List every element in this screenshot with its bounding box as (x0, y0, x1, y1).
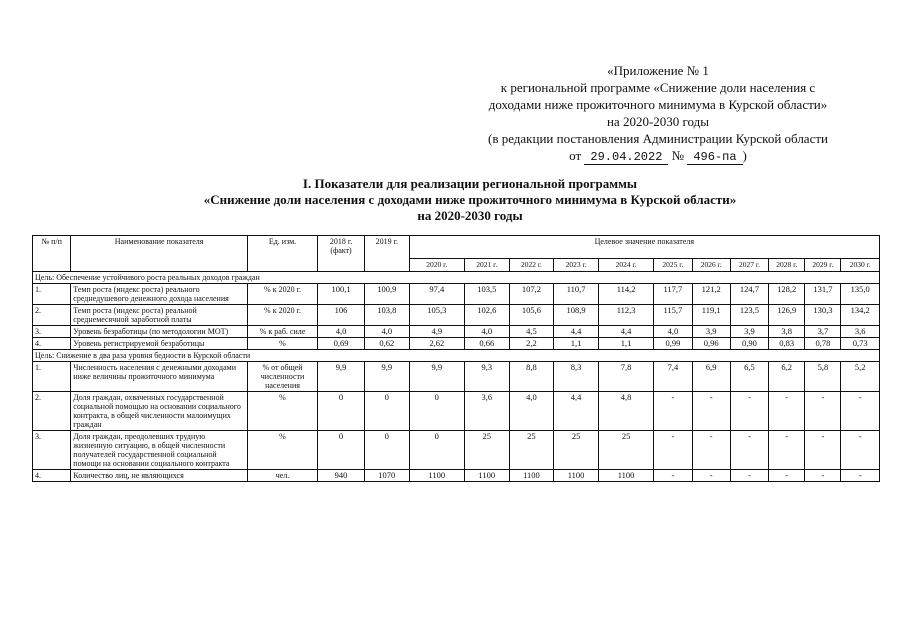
value-cell: 4,5 (509, 326, 554, 338)
goal-text: Цель: Обеспечение устойчивого роста реальных доходов граждан (33, 272, 880, 284)
header-number: № п/п (33, 236, 71, 272)
value-cell: 25 (464, 431, 509, 470)
header-year: 2021 г. (464, 259, 509, 272)
value-cell: 4,8 (598, 392, 653, 431)
value-cell: 3,9 (730, 326, 768, 338)
indicator-name: Уровень регистрируемой безработицы (71, 338, 248, 350)
value-cell: 0,90 (730, 338, 768, 350)
value-cell: - (841, 431, 880, 470)
indicator-name: Темп роста (индекс роста) реального среднедушевого денежного дохода населения (71, 284, 248, 305)
value-cell: 0,73 (841, 338, 880, 350)
row-number: 3. (33, 431, 71, 470)
row-number: 2. (33, 392, 71, 431)
value-cell: - (805, 392, 841, 431)
header-2019: 2019 г. (364, 236, 409, 272)
table-row (33, 431, 880, 470)
table-row (33, 470, 880, 482)
value-cell: 103,5 (464, 284, 509, 305)
value-cell: 4,0 (654, 326, 692, 338)
appendix-line: к региональной программе «Снижение доли населения с (500, 80, 816, 95)
value-cell: 3,6 (841, 326, 880, 338)
value-cell: 1100 (409, 470, 464, 482)
value-cell: 1100 (509, 470, 554, 482)
value-cell: 0,78 (805, 338, 841, 350)
header-year: 2025 г. (654, 259, 692, 272)
value-cell: 103,8 (364, 305, 409, 326)
row-number: 1. (33, 362, 71, 392)
value-cell: - (692, 392, 730, 431)
value-cell: 107,2 (509, 284, 554, 305)
value-cell: 0,99 (654, 338, 692, 350)
closing-paren: ) (742, 148, 747, 163)
value-cell: 9,9 (318, 362, 365, 392)
value-cell: 0 (409, 431, 464, 470)
value-cell: 117,7 (654, 284, 692, 305)
indicator-name: Доля граждан, преодолевших трудную жизненную ситуацию, в общей численности получателей государственной социальной помощи на основании социального контракта (71, 431, 248, 470)
value-cell: 4,0 (509, 392, 554, 431)
unit-cell: % к раб. силе (247, 326, 317, 338)
value-cell: 100,1 (318, 284, 365, 305)
value-cell: 128,2 (769, 284, 805, 305)
value-cell: 3,7 (805, 326, 841, 338)
value-cell: - (805, 431, 841, 470)
value-cell: 119,1 (692, 305, 730, 326)
value-cell: 100,9 (364, 284, 409, 305)
resolution-signature-line (468, 147, 848, 165)
value-cell: 134,2 (841, 305, 880, 326)
value-cell: 1100 (598, 470, 653, 482)
value-cell: - (692, 431, 730, 470)
title-line-2: «Снижение доли населения с доходами ниже прожиточного минимума в Курской области» (203, 192, 737, 207)
value-cell: 124,7 (730, 284, 768, 305)
value-cell: 0 (364, 431, 409, 470)
value-cell: - (654, 392, 692, 431)
header-year: 2028 г. (769, 259, 805, 272)
table-row (33, 392, 880, 431)
value-cell: 9,9 (364, 362, 409, 392)
value-cell: 9,9 (409, 362, 464, 392)
value-cell: 114,2 (598, 284, 653, 305)
row-number: 2. (33, 305, 71, 326)
header-2018: 2018 г. (факт) (318, 236, 365, 272)
unit-cell: % (247, 431, 317, 470)
appendix-line: «Приложение № 1 (607, 63, 709, 78)
goal-row (33, 272, 880, 284)
value-cell: 2,2 (509, 338, 554, 350)
value-cell: 0 (409, 392, 464, 431)
header-target-values: Целевое значение показателя (409, 236, 879, 259)
value-cell: 105,6 (509, 305, 554, 326)
header-year: 2020 г. (409, 259, 464, 272)
value-cell: 123,5 (730, 305, 768, 326)
value-cell: 3,6 (464, 392, 509, 431)
value-cell: 115,7 (654, 305, 692, 326)
value-cell: 0 (364, 392, 409, 431)
value-cell: - (692, 470, 730, 482)
header-year: 2026 г. (692, 259, 730, 272)
row-number: 3. (33, 326, 71, 338)
indicators-table (32, 235, 880, 482)
header-year: 2030 г. (841, 259, 880, 272)
value-cell: 4,4 (554, 326, 599, 338)
value-cell: 3,9 (692, 326, 730, 338)
value-cell: 8,8 (509, 362, 554, 392)
value-cell: 1,1 (598, 338, 653, 350)
value-cell: - (654, 470, 692, 482)
unit-cell: % к 2020 г. (247, 305, 317, 326)
section-title (60, 176, 880, 224)
value-cell: 110,7 (554, 284, 599, 305)
value-cell: 102,6 (464, 305, 509, 326)
table-body (33, 272, 880, 482)
header-year: 2022 г. (509, 259, 554, 272)
resolution-number: 496-па (687, 151, 742, 165)
indicator-name: Уровень безработицы (по методологии МОТ) (71, 326, 248, 338)
value-cell: 112,3 (598, 305, 653, 326)
value-cell: 25 (554, 431, 599, 470)
value-cell: - (730, 470, 768, 482)
appendix-line: доходами ниже прожиточного минимума в Курской области» (488, 97, 828, 112)
unit-cell: % к 2020 г. (247, 284, 317, 305)
indicator-name: Количество лиц, не являющихся (71, 470, 248, 482)
value-cell: - (730, 392, 768, 431)
value-cell: 106 (318, 305, 365, 326)
value-cell: - (841, 392, 880, 431)
value-cell: 7,4 (654, 362, 692, 392)
value-cell: 4,4 (598, 326, 653, 338)
resolution-date: 29.04.2022 (584, 151, 668, 165)
goal-row (33, 350, 880, 362)
value-cell: 0 (318, 431, 365, 470)
header-year: 2023 г. (554, 259, 599, 272)
indicator-name: Доля граждан, охваченных государственной социальной помощью на основании социального контракта, в общей численности малоимущих граждан (71, 392, 248, 431)
value-cell: 6,5 (730, 362, 768, 392)
value-cell: 6,2 (769, 362, 805, 392)
value-cell: 8,3 (554, 362, 599, 392)
value-cell: 97,4 (409, 284, 464, 305)
header-unit: Ед. изм. (247, 236, 317, 272)
value-cell: 1,1 (554, 338, 599, 350)
indicator-name: Численность населения с денежными доходами ниже величины прожиточного минимума (71, 362, 248, 392)
value-cell: - (730, 431, 768, 470)
value-cell: 126,9 (769, 305, 805, 326)
value-cell: 0,96 (692, 338, 730, 350)
header-indicator-name: Наименование показателя (71, 236, 248, 272)
value-cell: 0,66 (464, 338, 509, 350)
value-cell: 1070 (364, 470, 409, 482)
value-cell: - (769, 392, 805, 431)
value-cell: 0,69 (318, 338, 365, 350)
value-cell: 940 (318, 470, 365, 482)
header-year: 2029 г. (805, 259, 841, 272)
value-cell: - (769, 470, 805, 482)
header-year: 2027 г. (730, 259, 768, 272)
table-row (33, 362, 880, 392)
appendix-line: на 2020-2030 годы (606, 114, 710, 129)
row-number: 1. (33, 284, 71, 305)
value-cell: 1100 (464, 470, 509, 482)
value-cell: 3,8 (769, 326, 805, 338)
unit-cell: чел. (247, 470, 317, 482)
row-number: 4. (33, 470, 71, 482)
title-line-3: на 2020-2030 годы (417, 208, 523, 223)
value-cell: 0,62 (364, 338, 409, 350)
unit-cell: % (247, 392, 317, 431)
value-cell: - (805, 470, 841, 482)
value-cell: 1100 (554, 470, 599, 482)
value-cell: 108,9 (554, 305, 599, 326)
value-cell: 0,83 (769, 338, 805, 350)
value-cell: 131,7 (805, 284, 841, 305)
number-label: № (671, 148, 685, 163)
appendix-header (468, 62, 848, 165)
header-year: 2024 г. (598, 259, 653, 272)
value-cell: - (654, 431, 692, 470)
goal-text: Цель: Снижение в два раза уровня бедности в Курской области (33, 350, 880, 362)
value-cell: 25 (598, 431, 653, 470)
unit-cell: % от общей численности населения (247, 362, 317, 392)
value-cell: 25 (509, 431, 554, 470)
title-line-1: I. Показатели для реализации региональной программы (302, 176, 638, 191)
value-cell: 9,3 (464, 362, 509, 392)
value-cell: 0 (318, 392, 365, 431)
unit-cell: % (247, 338, 317, 350)
indicator-name: Темп роста (индекс роста) реальной среднемесячной заработной платы (71, 305, 248, 326)
table-row (33, 326, 880, 338)
value-cell: 2,62 (409, 338, 464, 350)
value-cell: 130,3 (805, 305, 841, 326)
value-cell: 6,9 (692, 362, 730, 392)
table-row (33, 338, 880, 350)
value-cell: - (769, 431, 805, 470)
value-cell: 5,2 (841, 362, 880, 392)
value-cell: 7,8 (598, 362, 653, 392)
value-cell: 4,0 (464, 326, 509, 338)
value-cell: 4,4 (554, 392, 599, 431)
table-row (33, 305, 880, 326)
value-cell: 4,0 (318, 326, 365, 338)
table-row (33, 284, 880, 305)
value-cell: - (841, 470, 880, 482)
from-label: от (569, 148, 582, 163)
value-cell: 5,8 (805, 362, 841, 392)
value-cell: 105,3 (409, 305, 464, 326)
value-cell: 4,0 (364, 326, 409, 338)
value-cell: 121,2 (692, 284, 730, 305)
row-number: 4. (33, 338, 71, 350)
value-cell: 135,0 (841, 284, 880, 305)
value-cell: 4,9 (409, 326, 464, 338)
appendix-line: (в редакции постановления Администрации Курской области (487, 131, 828, 146)
